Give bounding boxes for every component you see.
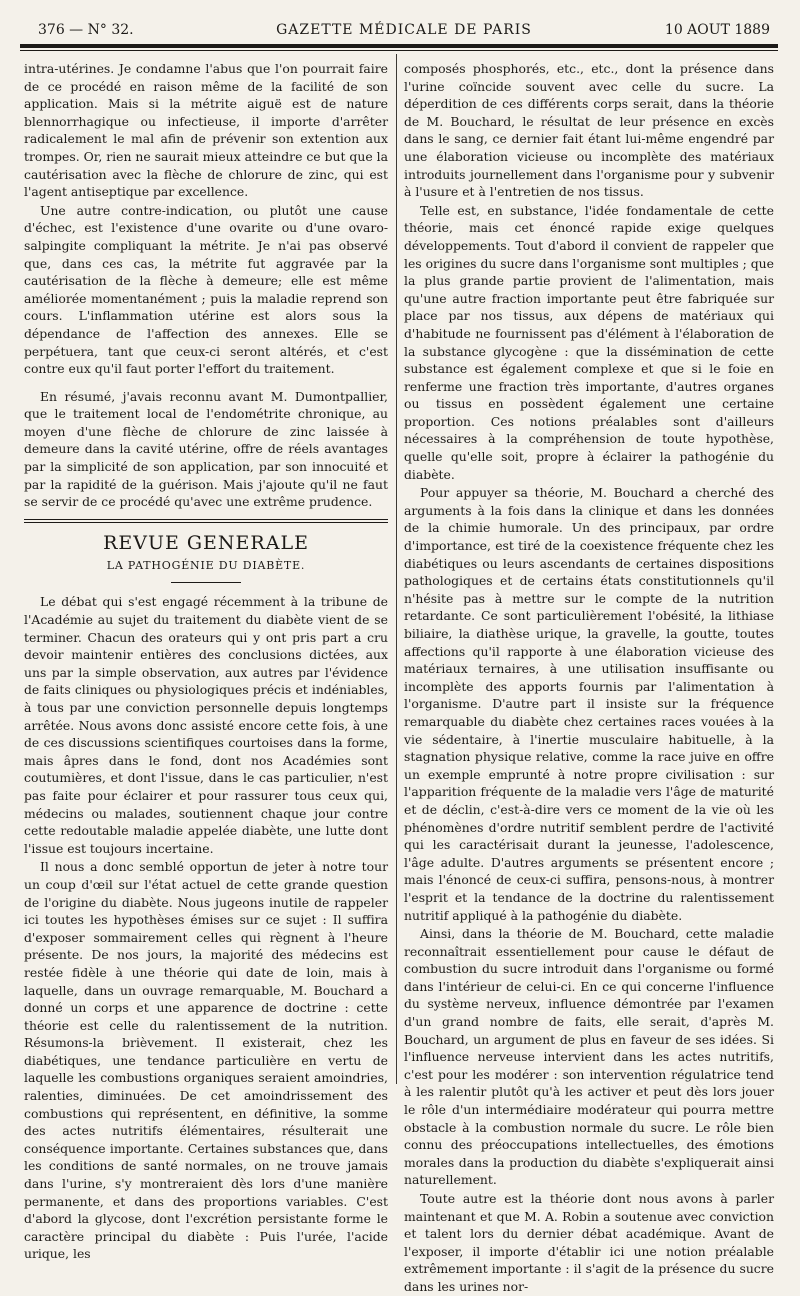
- section-title: REVUE GENERALE: [103, 531, 309, 554]
- paragraph: Toute autre est la théorie dont nous avons à parler maintenant et que M. A. Robin a soutenue avec conviction et talent lors du dernier débat académique. Avant de l'exposer, il importe d'établir ici une notion préalable extrêmement importante : il s'agit de la présence du sucre dans les urines nor-: [404, 1191, 774, 1294]
- short-rule: [171, 582, 241, 583]
- paragraph: Telle est, en substance, l'idée fondamentale de cette théorie, mais cet énoncé rapide exige quelques développements. Tout d'abord il convient de rappeler que les origines du sucre dans l'organisme sont multiples ; que la plus grande partie provient de l'alimentation, mais qu'une autre fraction importante peut être fabriquée sur place par nos tissus, aux dépens de matériaux qui d'habitude ne fournissent pas d'élément à l'élaboration de la substance glycogène : que la dissémination de cette substance est également complexe et que si le foie en renferme une fraction très importante, d'autres organes ou tissus en possèdent également une certaine proportion. Ces notions préalables sont d'ailleurs nécessaires à la compréhension de toute hypothèse, quelle qu'elle soit, propre à éclairer la pathogénie du diabète.: [404, 202, 774, 482]
- page-number: 376 — N° 32.: [38, 22, 134, 38]
- page-header: [38, 18, 770, 42]
- paragraph: Le débat qui s'est engagé récemment à la tribune de l'Académie au sujet du traitement du diabète vient de se terminer. Chacun des orateurs qui y ont pris part a cru devoir maintenir entières des conclusions dictées, aux uns par la simple observation, aux autres par l'évidence de faits cliniques ou physiologiques précis et indéniables, à tous par une conviction personnelle depuis longtemps arrêtée. Nous avons donc assisté encore cette fois, à une de ces discussions scientifiques courtoises dans la forme, mais âpres dans le fond, dont nos Académies sont coutumières, et dont l'issue, dans le cas particulier, n'est pas faite pour éclairer et pour rassurer tous ceux qui, médecins ou malades, soutiennent chaque jour contre cette redoutable maladie appelée diabète, une lutte dont l'issue est toujours incertaine.: [24, 594, 388, 856]
- header-rule-thin: [20, 50, 778, 51]
- issue-date: 10 AOUT 1889: [664, 22, 770, 38]
- right-column: [404, 60, 774, 1294]
- left-column: [24, 60, 388, 1262]
- paragraph: Une autre contre-indication, ou plutôt une cause d'échec, est l'existence d'une ovarite ou d'une ovaro-salpingite compliquant la métrite. Je n'ai pas observé que, dans ces cas, la métrite fut aggravée par la cautérisation de la flèche à demeure; elle est même améliorée momentanément ; puis la maladie reprend son cours. L'inflammation utérine est alors sous la dépendance de l'affection des annexes. Elle se perpétuera, tant que ceux-ci seront altérés, et c'est contre eux qu'il faut porter l'effort du traitement.: [24, 202, 388, 377]
- paragraph: Ainsi, dans la théorie de M. Bouchard, cette maladie reconnaîtrait essentiellement pour cause le défaut de combustion du sucre introduit dans l'organisme ou formé dans l'intérieur de celui-ci. En ce qui concerne l'influence du système nerveux, influence démontrée par l'examen d'un grand nombre de faits, elle serait, d'après M. Bouchard, un argument de plus en faveur de ses idées. Si l'influence nerveuse intervient dans les actes nutritifs, c'est pour les modérer : son intervention régulatrice tend à les ralentir plutôt qu'à les activer et peut dès lors jouer le rôle d'un intermédiaire modérateur qui pourra mettre obstacle à la combustion normale du sucre. Le rôle bien connu des préoccupations intellectuelles, des émotions morales dans la production du diabète s'expliquerait ainsi naturellement.: [404, 926, 774, 1188]
- paragraph: En résumé, j'avais reconnu avant M. Dumontpallier, que le traitement local de l'endométrite chronique, au moyen d'une flèche de chlorure de zinc laissée à demeure dans la cavité utérine, offre de réels avantages par la simplicité de son application, par son innocuité et par la rapidité de la guérison. Mais j'ajoute qu'il ne faut se servir de ce procédé qu'avec une extrême prudence.: [24, 388, 388, 510]
- paragraph: composés phosphorés, etc., etc., dont la présence dans l'urine coïncide souvent avec celle du sucre. La déperdition de ces différents corps serait, dans la théorie de M. Bouchard, le résultat de leur présence en excès dans le sang, ce dernier fait étant lui-même engendré par une élaboration vicieuse ou incomplète des matériaux introduits journellement dans l'organisme pour y subvenir à l'usure et à l'entretien de nos tissus.: [404, 61, 774, 200]
- journal-title: GAZETTE MÉDICALE DE PARIS: [276, 22, 532, 38]
- header-rule-thick: [20, 44, 778, 48]
- paragraph: intra-utérines. Je condamne l'abus que l'on pourrait faire de ce procédé en raison même de la facilité de son application. Mais si la métrite aiguë est de nature blennorrhagique ou infectieuse, il importe d'arrêter radicalement le mal afin de prévenir son extention aux trompes. Or, rien ne saurait mieux atteindre ce but que la cautérisation avec la flèche de chlorure de zinc, qui est l'agent antiseptique par excellence.: [24, 61, 388, 200]
- column-divider: [396, 54, 397, 1084]
- section-divider: [24, 519, 388, 523]
- paragraph: Il nous a donc semblé opportun de jeter à notre tour un coup d'œil sur l'état actuel de cette grande question de l'origine du diabète. Nous jugeons inutile de rappeler ici toutes les hypothèses émises sur ce sujet : Il suffira d'exposer sommairement celles qui règnent à l'heure présente. De nos jours, la majorité des médecins est restée fidèle à une théorie qui date de loin, mais à laquelle, dans un ouvrage remarquable, M. Bouchard a donné un corps et une apparence de doctrine : cette théorie est celle du ralentissement de la nutrition. Résumons-la brièvement. Il existerait, chez les diabétiques, une tendance particulière en vertu de laquelle les combustions organiques seraient amoindries, ralenties, diminuées. De cet amoindrissement des combustions qui représentent, en définitive, la somme des actes nutritifs élémentaires, résulterait une conséquence importante. Certaines substances que, dans les conditions de santé normales, on ne trouve jamais dans l'urine, s'y montreraient dès lors d'une manière permanente, et dans des proportions variables. C'est d'abord la glycose, dont l'excrétion persistante forme le caractère principal du diabète : Puis l'urée, l'acide urique, les: [24, 859, 388, 1262]
- section-subtitle: LA PATHOGÉNIE DU DIABÈTE.: [106, 558, 306, 572]
- paragraph: Pour appuyer sa théorie, M. Bouchard a cherché des arguments à la fois dans la clinique et dans les données de la chimie humorale. Un des principaux, par ordre d'importance, est tiré de la coexistence fréquente chez les diabétiques ou leurs ascendants de certaines dispositions pathologiques et de certains états constitutionnels qu'il n'hésite pas à mettre sur le compte de la nutrition retardante. Ce sont particulièrement l'obésité, la lithiase biliaire, la diathèse urique, la gravelle, la goutte, toutes affections qu'il rapporte à une élaboration vicieuse des matériaux ternaires, à une utilisation insuffisante ou incomplète des apports fournis par l'alimentation à l'organisme. D'autre part il insiste sur la fréquence remarquable du diabète chez certaines races vouées à la vie sédentaire, à l'inertie musculaire habituelle, à la stagnation physique relative, comme la race juive en offre un exemple emprunté à notre propre civilisation : sur l'apparition fréquente de la maladie vers l'âge de maturité et de déclin, c'est-à-dire vers ce moment de la vie où les phénomènes d'ordre nutritif semblent perdre de l'activité qui les caractérisait durant la jeunesse, l'adolescence, l'âge adulte. D'autres arguments se présentent encore ; mais l'énoncé de ceux-ci suffira, pensons-nous, à montrer l'esprit et la tendance de la doctrine du ralentissement nutritif appliqué à la pathogénie du diabète.: [404, 485, 774, 923]
